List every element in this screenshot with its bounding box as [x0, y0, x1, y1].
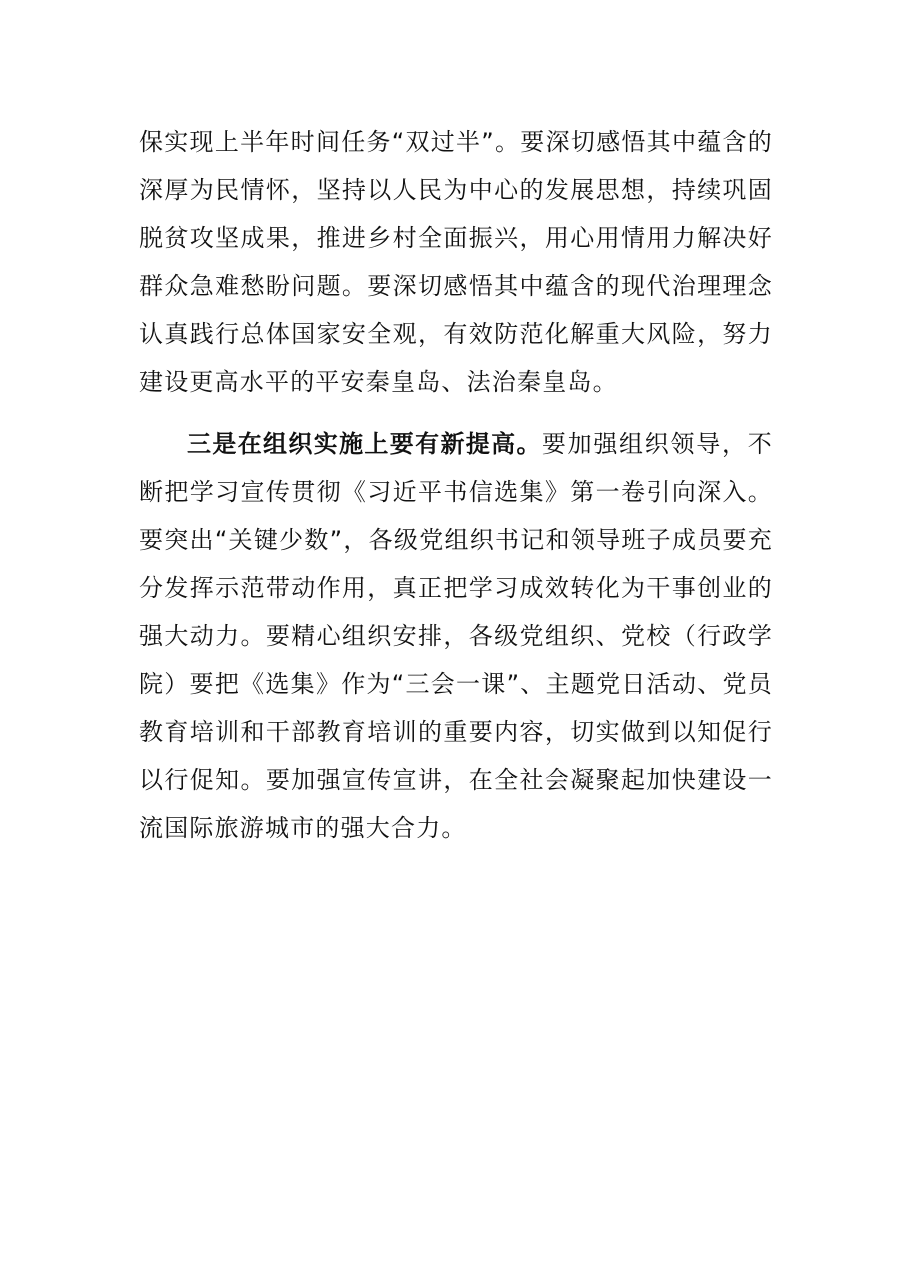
paragraph-1-text: 保实现上半年时间任务“双过半”。要深切感悟其中蕴含的深厚为民情怀，坚持以人民为中心的发展思想，持续巩固脱贫攻坚成果，推进乡村全面振兴，用心用情用力解决好群众急难愁盼问题。要深切感悟其中蕴含的现代治理理念认真践行总体国家安全观，有效防范化解重大风险，努力建设更高水平的平安秦皇岛、法治秦皇岛。 [139, 128, 773, 396]
paragraph-1 [139, 118, 773, 406]
document-body [139, 118, 773, 852]
paragraph-2-lead: 三是在组织实施上要有新提高。 [187, 430, 542, 458]
paragraph-2-text: 要加强组织领导，不断把学习宣传贯彻《习近平书信选集》第一卷引向深入。要突出“关键少数”，各级党组织书记和领导班子成员要充分发挥示范带动作用，真正把学习成效转化为干事创业的强大动力。要精心组织安排，各级党组织、党校（行政学院）要把《选集》作为“三会一课”、主题党日活动、党员教育培训和干部教育培训的重要内容，切实做到以知促行以行促知。要加强宣传宣讲，在全社会凝聚起加快建设一流国际旅游城市的强大合力。 [139, 430, 773, 842]
paragraph-2 [139, 420, 773, 852]
